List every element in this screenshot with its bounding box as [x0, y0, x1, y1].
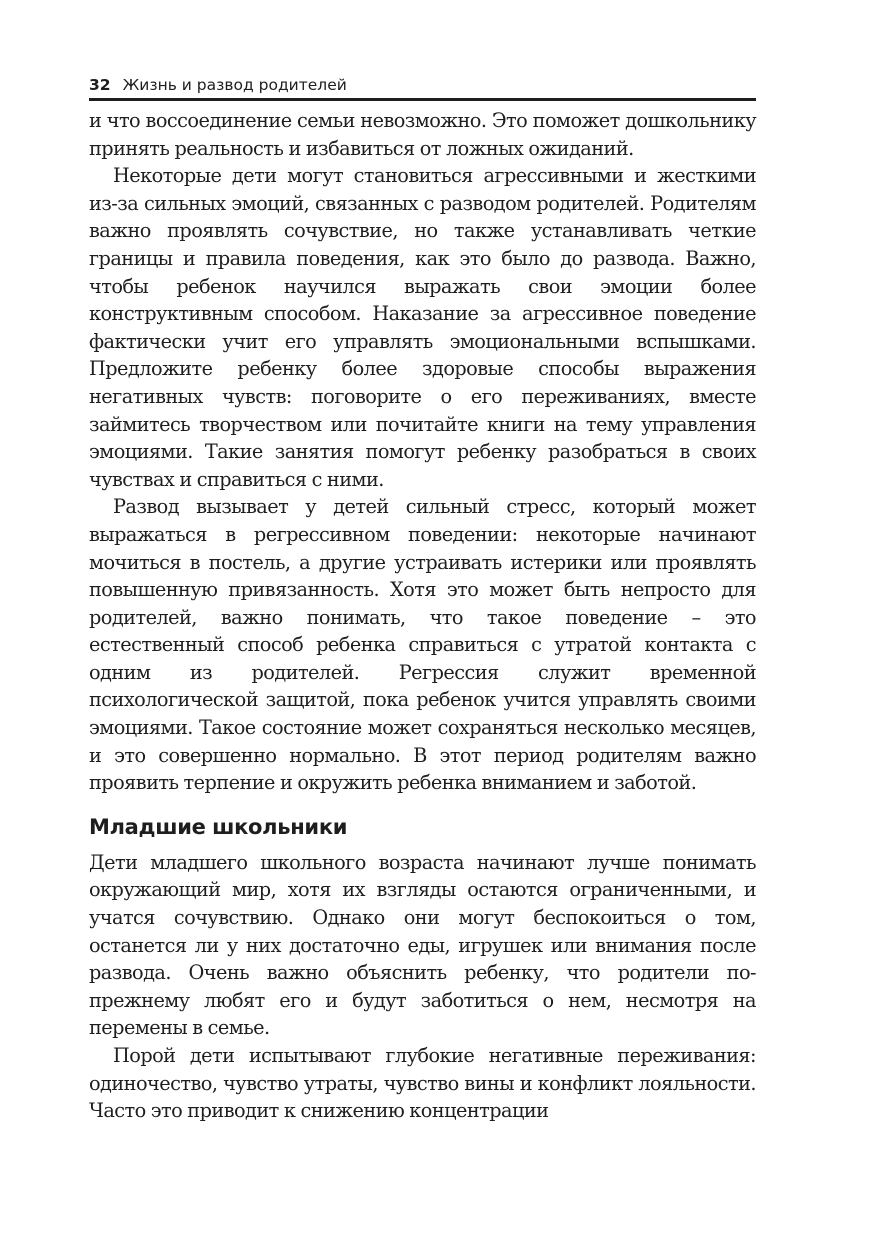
page-number: 32	[89, 76, 111, 94]
section-heading: Младшие школьники	[89, 814, 348, 839]
paragraph-continued: и что воссоединение семьи невозможно. Это поможет дошкольнику принять реальность и избавиться от ложных ожиданий.	[89, 109, 756, 160]
body-text	[89, 107, 756, 1125]
paragraph-school-age: Дети младшего школьного возраста начинают лучше понимать окружающий мир, хотя их взгляды остаются ограниченными, и учатся сочувствию. Однако они могут беспокоиться о том, останется ли у них достаточно еды, игрушек или внимания после развода. Очень важно объяснить ребенку, что родители по-прежнему любят его и будут заботиться о нем, несмотря на перемены в семье.	[89, 850, 756, 1040]
book-page	[89, 72, 756, 1125]
running-head	[89, 72, 756, 101]
paragraph-regression: Развод вызывает у детей сильный стресс, который может выражаться в регрессивном поведении: некоторые начинают мочиться в постель, а другие устраивать истерики или проявлять повышенную привязанность. Хотя это может быть непросто для родителей, важно понимать, что такое поведение – это естественный способ ребенка справиться с утратой контакта с одним из родителей. Регрессия служит временной психологической защитой, пока ребенок учится управлять своими эмоциями. Такое состояние может сохраняться несколько месяцев, и это совершенно нормально. В этот период родителям важно проявить терпение и окружить ребенка вниманием и заботой.	[89, 495, 756, 795]
paragraph-aggression: Некоторые дети могут становиться агрессивными и жесткими из-за сильных эмоций, связанных с разводом родителей. Родителям важно проявлять сочувствие, но также устанавливать четкие границы и правила поведения, как это было до развода. Важно, чтобы ребенок научился выражать свои эмоции более конструктивным способом. Наказание за агрессивное поведение фактически учит его управлять эмоциональными вспышками. Предложите ребенку более здоровые способы выражения негативных чувств: поговорите о его переживаниях, вместе займитесь творчеством или почитайте книги на тему управления эмоциями. Такие занятия помогут ребенку разобраться в своих чувствах и справиться с ними.	[89, 164, 756, 491]
paragraph-negative-feelings: Порой дети испытывают глубокие негативные переживания: одиночество, чувство утраты, чувство вины и конфликт лояльности. Часто это приводит к снижению концентрации	[89, 1044, 756, 1123]
chapter-title: Жизнь и развод родителей	[122, 76, 347, 94]
